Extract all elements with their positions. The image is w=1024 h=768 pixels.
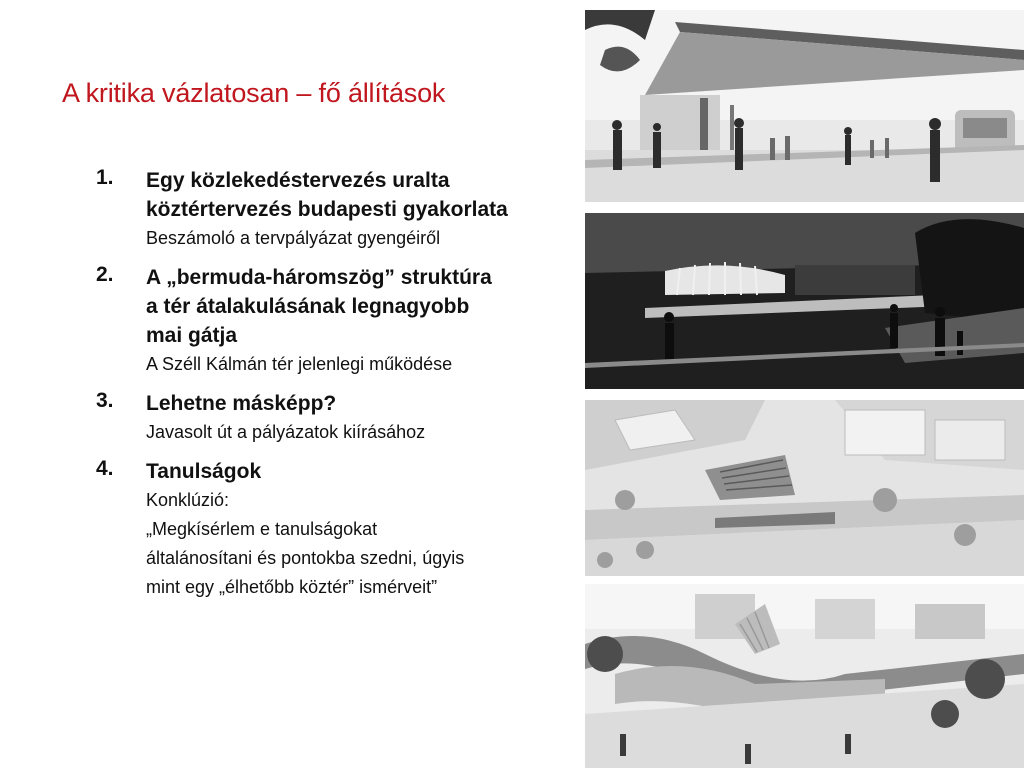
heading-line: a tér átalakulásának legnagyobb (146, 295, 470, 318)
item-subtitle (146, 486, 576, 602)
sub-line: Konklúzió: (146, 490, 230, 510)
sub-line: „Megkísérlem e tanulságokat (146, 519, 378, 539)
item-number: 4. (96, 457, 114, 480)
heading-line: mai gátja (146, 324, 238, 347)
item-number: 2. (96, 263, 114, 286)
list-item (96, 457, 576, 602)
list-item (96, 263, 576, 379)
sub-line: Beszámoló a tervpályázat gyengéiről (146, 228, 441, 248)
item-subtitle (146, 418, 576, 447)
slide-title: A kritika vázlatosan – fő állítások (62, 78, 446, 108)
render-curved-roof-bridge (585, 584, 1024, 768)
heading-line: Tanulságok (146, 460, 262, 483)
heading-line: Lehetne másképp? (146, 392, 337, 415)
render-tram-stop-canopy (585, 10, 1024, 202)
image-column (585, 10, 1024, 768)
item-subtitle (146, 224, 576, 253)
list-item (96, 166, 576, 253)
item-heading (146, 263, 576, 350)
heading-line: A „bermuda-háromszög” struktúra (146, 266, 492, 289)
item-heading (146, 457, 576, 486)
item-heading (146, 166, 576, 224)
item-number: 3. (96, 389, 114, 412)
sub-line: mint egy „élhetőbb köztér” ismérveit” (146, 577, 438, 597)
sub-line: A Széll Kálmán tér jelenlegi működése (146, 354, 453, 374)
list-item (96, 389, 576, 447)
sub-line: Javasolt út a pályázatok kiírásához (146, 422, 426, 442)
heading-line: köztértervezés budapesti gyakorlata (146, 198, 508, 221)
render-aerial-model (585, 400, 1024, 576)
bullet-list (96, 166, 576, 612)
item-heading (146, 389, 576, 418)
item-number: 1. (96, 166, 114, 189)
heading-line: Egy közlekedéstervezés uralta (146, 169, 450, 192)
item-subtitle (146, 350, 576, 379)
sub-line: általánosítani és pontokba szedni, úgyis (146, 548, 465, 568)
render-night-plaza (585, 213, 1024, 389)
